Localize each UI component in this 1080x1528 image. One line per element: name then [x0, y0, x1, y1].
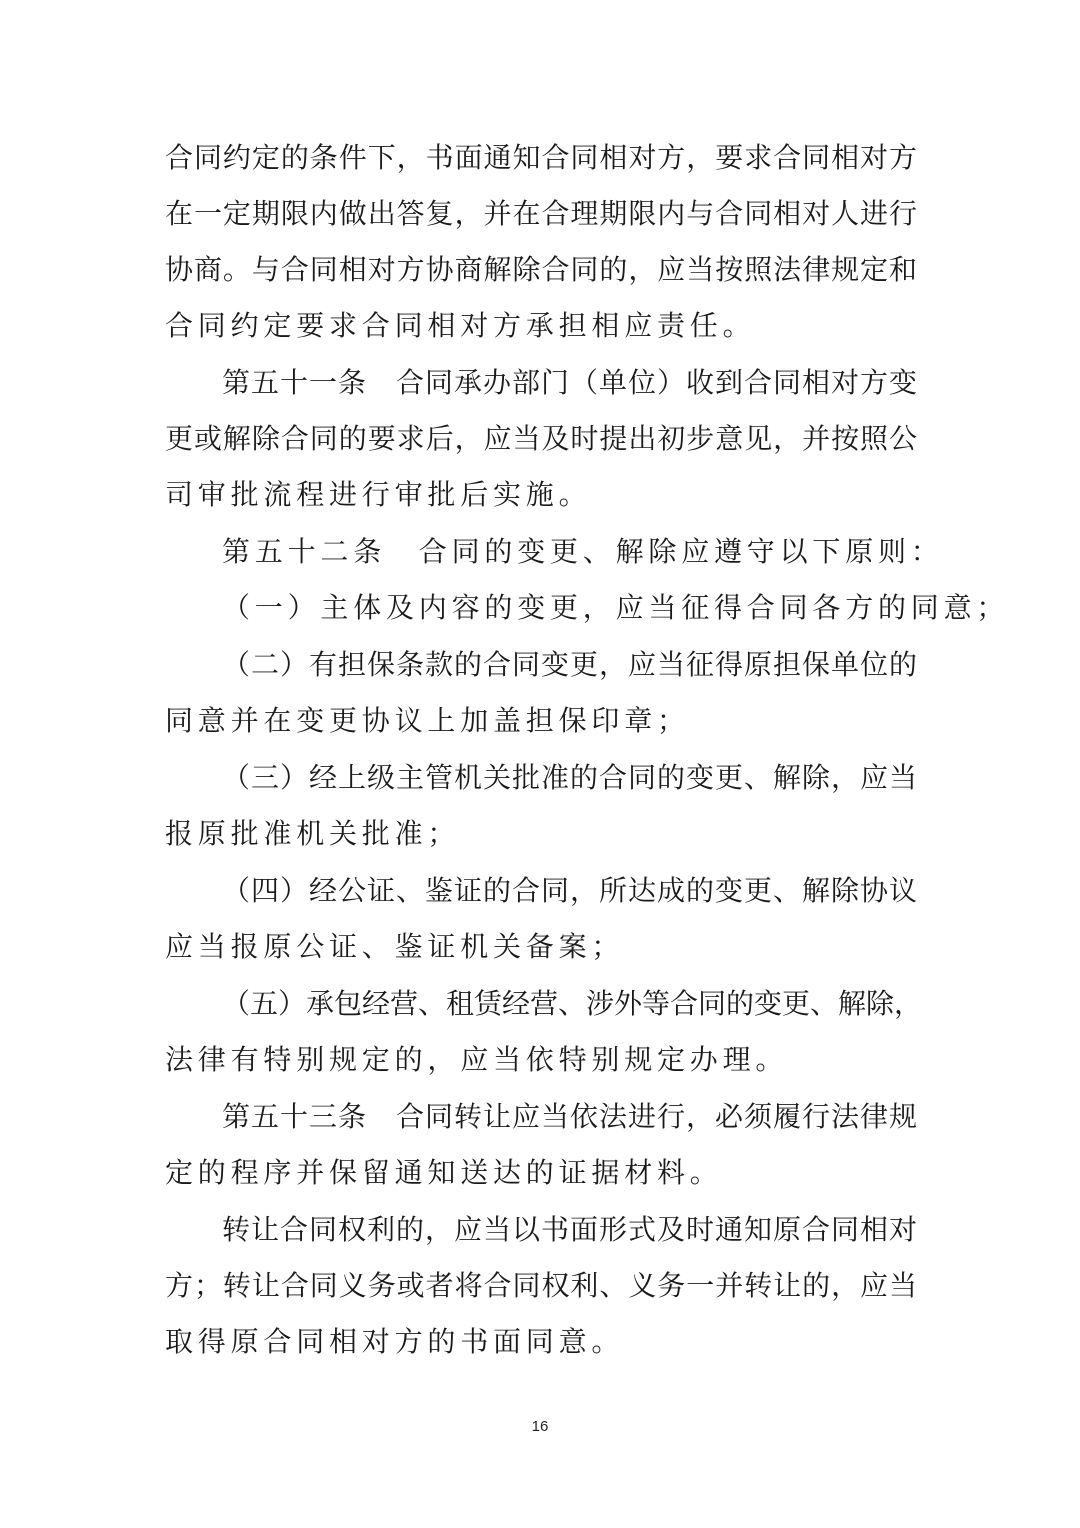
text-line: 同意并在变更协议上加盖担保印章；	[165, 704, 690, 737]
text-line: 转让合同权利的，应当以书面形式及时通知原合同相对	[222, 1213, 917, 1246]
text-line: 更或解除合同的要求后，应当及时提出初步意见，并按照公	[165, 422, 917, 455]
text-line: 应当报原公证、鉴证机关备案；	[165, 930, 625, 963]
page-number: 16	[531, 1418, 549, 1435]
clause-3: （三）经上级主管机关批准的合同的变更、解除，应当	[222, 761, 917, 794]
article-51-heading: 第五十一条 合同承办部门（单位）收到合同相对方变	[222, 366, 917, 399]
text-line: 法律有特别规定的，应当依特别规定办理。	[165, 1043, 789, 1076]
text-line: 合同约定的条件下，书面通知合同相对方，要求合同相对方	[165, 141, 917, 174]
text-line: 取得原合同相对方的书面同意。	[165, 1325, 625, 1358]
text-line: 报原批准机关批准；	[165, 817, 461, 850]
text-line: 方；转让合同义务或者将合同权利、义务一并转让的，应当	[165, 1269, 917, 1302]
text-line: 定的程序并保留通知送达的证据材料。	[165, 1156, 723, 1189]
text-line: 合同约定要求合同相对方承担相应责任。	[165, 309, 756, 342]
text-line: 司审批流程进行审批后实施。	[165, 478, 592, 511]
clause-1: （一）主体及内容的变更，应当征得合同各方的同意；	[222, 591, 1010, 624]
text-line: 在一定期限内做出答复，并在合理期限内与合同相对人进行	[165, 197, 917, 230]
article-53-heading: 第五十三条 合同转让应当依法进行，必须履行法律规	[222, 1100, 917, 1133]
text-line: 协商。与合同相对方协商解除合同的，应当按照法律规定和	[165, 253, 917, 286]
clause-5: （五）承包经营、租赁经营、涉外等合同的变更、解除，	[222, 987, 923, 1020]
article-52-heading: 第五十二条 合同的变更、解除应遵守以下原则：	[222, 535, 944, 568]
clause-2: （二）有担保条款的合同变更，应当征得原担保单位的	[222, 648, 917, 681]
clause-4: （四）经公证、鉴证的合同，所达成的变更、解除协议	[222, 874, 917, 907]
